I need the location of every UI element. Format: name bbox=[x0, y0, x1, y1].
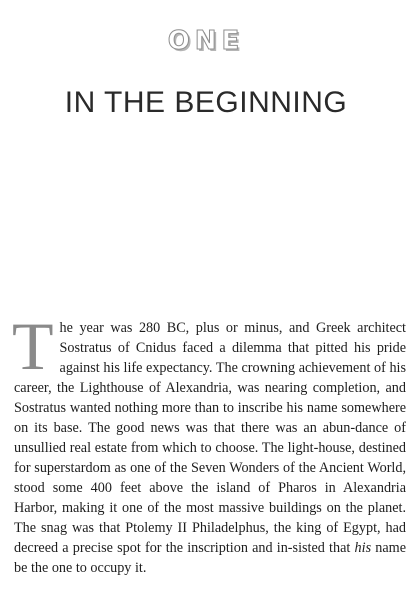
chapter-number: ONE bbox=[167, 26, 245, 56]
body-line-10: in Alexandria Harbor, making it one of the most massive buildings bbox=[14, 480, 407, 516]
body-line-1: he year was 280 BC, plus or minus, and Greek architect bbox=[59, 320, 406, 336]
body-line-7: dance of unsullied real estate from which to choose. The light- bbox=[14, 420, 406, 456]
body-line-8: house, destined for superstardom as one of the Seven Wonders of bbox=[14, 440, 407, 476]
body-line-11: on the planet. The snag was that Ptolemy II Philadelphus, the king bbox=[14, 500, 406, 536]
body-line-4: his career, the Lighthouse of Alexandria, was nearing completion, bbox=[14, 360, 407, 396]
body-line-9: the Ancient World, stood some 400 feet above the island of Pharos bbox=[14, 460, 407, 496]
body-line-13b: name be the one to occupy it. bbox=[14, 540, 407, 576]
body-line-3: against his life expectancy. The crowning achievement of bbox=[59, 360, 386, 376]
opening-paragraph bbox=[12, 308, 407, 578]
body-line-6: somewhere on its base. The good news was that there was an abun- bbox=[14, 400, 407, 436]
body-line-2: Sostratus of Cnidus faced a dilemma that pitted his pride bbox=[59, 340, 406, 356]
chapter-title: IN THE BEGINNING bbox=[64, 86, 348, 119]
body-line-12: of Egypt, had decreed a precise spot for the inscription and in- bbox=[14, 520, 407, 556]
emphasis-his: his bbox=[354, 540, 372, 556]
drop-cap: T bbox=[12, 308, 54, 384]
body-line-13a: sisted that bbox=[292, 540, 355, 556]
body-line-5: and Sostratus wanted nothing more than to inscribe his name bbox=[14, 380, 406, 416]
chapter-body bbox=[12, 308, 407, 578]
